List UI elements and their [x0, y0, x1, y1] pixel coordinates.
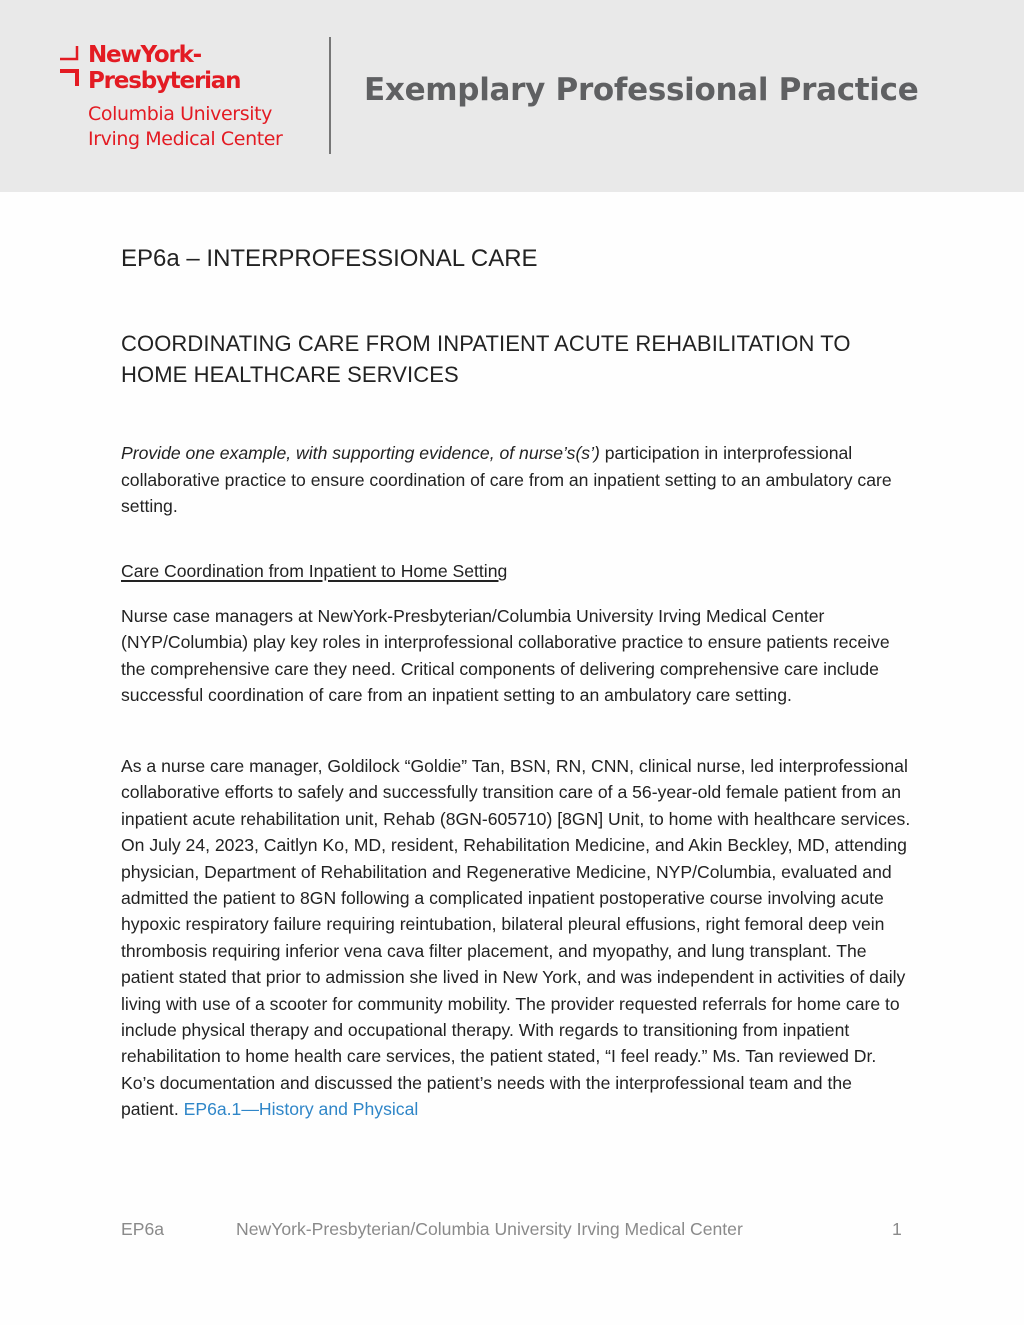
footer-organization: NewYork-Presbyterian/Columbia University Irving Medical Center [236, 1219, 743, 1239]
section-subtitle: COORDINATING CARE FROM INPATIENT ACUTE REHABILITATION TO HOME HEALTHCARE SERVICES [121, 331, 851, 387]
logo-line-irving: Irving Medical Center [88, 128, 283, 150]
header-band [0, 0, 1024, 192]
paragraph [121, 753, 911, 1123]
header-divider [329, 37, 331, 154]
page-number: 1 [892, 1219, 902, 1239]
paragraph: Nurse case managers at NewYork-Presbyterian/Columbia University Irving Medical Center (NYP/Columbia) play key roles in interprofessional collaborative practice to ensure patients receive the comprehensive care they need. Critical components of delivering comprehensive care include successful coordination of care from an inpatient setting to an ambulatory care setting. [121, 606, 890, 706]
prompt-text [121, 440, 901, 520]
section-title: EP6a – INTERPROFESSIONAL CARE [121, 245, 538, 272]
nyp-logo [58, 42, 308, 157]
subheading: Care Coordination from Inpatient to Home Setting [121, 561, 508, 581]
evidence-link[interactable]: EP6a.1—History and Physical [183, 1099, 419, 1120]
header-title: Exemplary Professional Practice [364, 72, 919, 108]
prompt-regular: participation in interprofessional collaborative practice to ensure coordination of care from an inpatient setting to an ambulatory care setting. [121, 443, 892, 516]
nyp-bracket-mark-icon [58, 42, 86, 92]
paragraph-text: As a nurse care manager, Goldilock “Goldie” Tan, BSN, RN, CNN, clinical nurse, led interprofessional collaborative efforts to safely and successfully transition care of a 56-year-old female patient from an inpatient acute rehabilitation unit, Rehab (8GN-605710) [8GN] Unit, to home with healthcare services. On July 24, 2023, Caitlyn Ko, MD, resident, Rehabilitation Medicine, and Akin Beckley, MD, attending physician, Department of Rehabilitation and Regenerative Medicine, NYP/Columbia, evaluated and admitted the patient to 8GN following a complicated inpatient postoperative course involving acute hypoxic respiratory failure requiring reintubation, bilateral pleural effusions, right femoral deep vein thrombosis requiring inferior vena cava filter placement, and myopathy, and lung transplant. The patient stated that prior to admission she lived in New York, and was independent in activities of daily living with use of a scooter for community mobility. The provider requested referrals for home care to include physical therapy and occupational therapy. With regards to transitioning from inpatient rehabilitation to home health care services, the patient stated, “I feel ready.” Ms. Tan reviewed Dr. Ko’s documentation and discussed the patient’s needs with the interprofessional team and the patient. [121, 756, 911, 1120]
logo-line-columbia: Columbia University [88, 103, 272, 125]
footer-code: EP6a [121, 1219, 165, 1239]
logo-line-presbyterian: Presbyterian [88, 68, 241, 94]
logo-line-newyork: NewYork- [88, 42, 202, 68]
prompt-italic: Provide one example, with supporting evidence, of nurse’s(s’) [121, 443, 600, 463]
